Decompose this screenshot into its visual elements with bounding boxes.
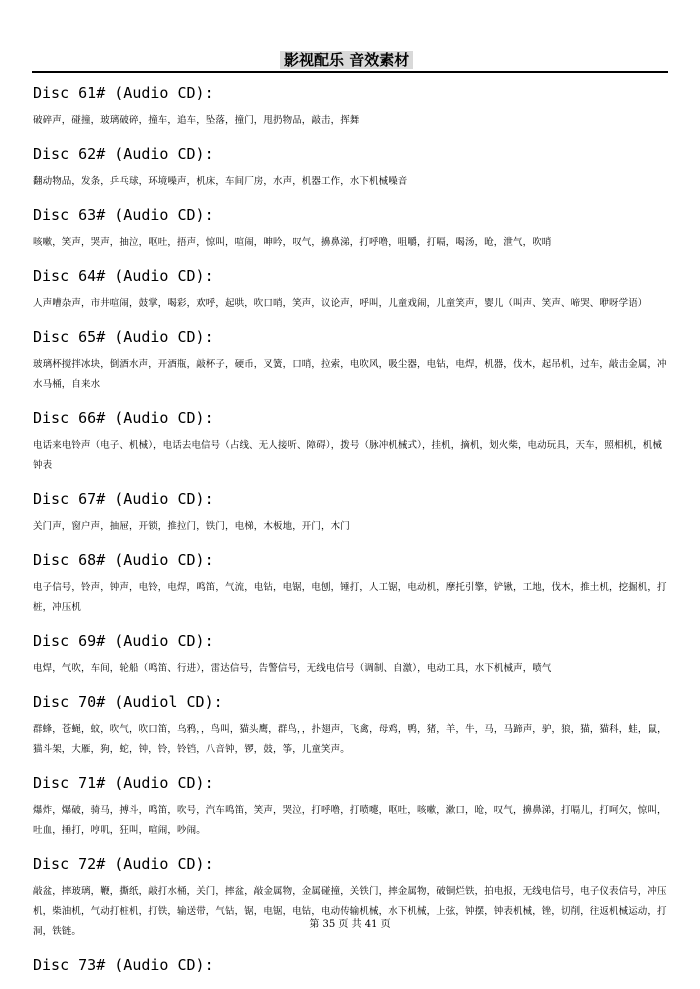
disc-entry-66	[33, 407, 669, 476]
disc-entry-73	[33, 954, 669, 976]
disc-entry-62	[33, 143, 669, 192]
disc-description: 翻动物品，发条，乒乓球，环境噪声，机床，车间厂房，水声，机器工作，水下机械噪音	[33, 176, 408, 187]
disc-description: 玻璃杯搅拌冰块，倒酒水声，开酒瓶，敲杯子，硬币，叉簧，口哨，拉索，电吹风，吸尘器，电钻，电焊，机器，伐木，起吊机，过车，敲击金属，冲水马桶，自来水	[33, 359, 667, 390]
disc-entry-70	[33, 691, 669, 760]
disc-description: 敲盆，摔玻璃，鞭，撕纸，敲打水桶，关门，摔盆，敲金属物，金属碰撞，关铁门，摔金属物，破铜烂铁，拍电报，无线电信号，电子仪表信号，冲压机，柴油机，气动打桩机，打铁，输送带，气钻，锯，电锯，电钻，电动传输机械，水下机械，上弦，钟摆，钟表机械，锉，切削，往返机械运动，打洞，铁链。	[33, 886, 667, 937]
disc-entry-68	[33, 549, 669, 618]
disc-title: Disc 61# (Audio CD):	[33, 84, 214, 102]
disc-title: Disc 69# (Audio CD):	[33, 632, 214, 650]
disc-description: 破碎声，碰撞，玻璃破碎，撞车，追车，坠落，撞门，甩扔物品，敲击，挥舞	[33, 115, 360, 126]
disc-entry-67	[33, 488, 669, 537]
disc-title: Disc 67# (Audio CD):	[33, 490, 214, 508]
disc-description: 电子信号，铃声，钟声，电铃，电焊，鸣笛，气流，电钻，电锯，电刨，锤打，人工锯，电动机，摩托引擎，铲锹，工地，伐木，推土机，挖掘机，打桩，冲压机	[33, 582, 667, 613]
page-footer: 第 35 页 共 41 页	[309, 919, 391, 930]
disc-entry-65	[33, 326, 669, 395]
disc-description: 咳嗽，笑声，哭声，抽泣，呕吐，捂声，惊叫，喧闹，呻吟，叹气，擤鼻涕，打呼噜，咀嚼，打嗝，喝汤，呛，泄气，吹哨	[33, 237, 552, 248]
header-title: 影视配乐 音效素材	[280, 51, 413, 69]
disc-title: Disc 64# (Audio CD):	[33, 267, 214, 285]
disc-title: Disc 63# (Audio CD):	[33, 206, 214, 224]
disc-title: Disc 72# (Audio CD):	[33, 855, 214, 873]
disc-title: Disc 73# (Audio CD):	[33, 956, 214, 974]
disc-entry-64	[33, 265, 669, 314]
disc-entry-61	[33, 82, 669, 131]
disc-description: 关门声，窗户声，抽屉，开锁，推拉门，铁门，电梯，木板地，开门，木门	[33, 521, 350, 532]
disc-description: 群蜂，苍蝇，蚊，吹气，吹口笛，乌鸦，，鸟叫，猫头鹰，群鸟，，扑翅声，飞禽，母鸡，鸭，猪，羊，牛，马，马蹄声，驴，狼，猫，猫科，蛙，鼠，猫斗架，大雁，狗，蛇，钟，铃，铃铛，八音钟，锣，鼓，筝，儿童笑声。	[33, 724, 667, 755]
disc-description: 人声嘈杂声，市井喧闹，鼓掌，喝彩，欢呼，起哄，吹口哨，笑声，议论声，呼叫，儿童戏闹，儿童笑声，婴儿（叫声、笑声、啼哭、咿呀学语）	[33, 298, 648, 309]
disc-title: Disc 71# (Audio CD):	[33, 774, 214, 792]
disc-description: 爆炸，爆破，骑马，搏斗，鸣笛，吹号，汽车鸣笛，笑声，哭泣，打呼噜，打喷嚏，呕吐，咳嗽，漱口，呛，叹气，擤鼻涕，打嗝儿，打呵欠，惊叫，吐血，捶打，哼叽，狂叫，喧闹，吵闹。	[33, 805, 667, 836]
disc-title: Disc 62# (Audio CD):	[33, 145, 214, 163]
disc-entry-69	[33, 630, 669, 679]
page-header	[32, 49, 668, 73]
disc-title: Disc 65# (Audio CD):	[33, 328, 214, 346]
disc-title: Disc 70# (Audiol CD):	[33, 693, 223, 711]
disc-entry-63	[33, 204, 669, 253]
disc-description: 电话来电铃声（电子、机械），电话去电信号（占线、无人接听、障碍），拨号（脉冲机械式），挂机，摘机，划火柴，电动玩具，天车，照相机，机械钟表	[33, 440, 662, 471]
disc-title: Disc 68# (Audio CD):	[33, 551, 214, 569]
disc-entry-71	[33, 772, 669, 841]
disc-list	[33, 79, 669, 983]
disc-description: 电焊，气吹，车间，轮船（鸣笛、行进），雷达信号，告警信号，无线电信号（调制、自激），电动工具，水下机械声，喷气	[33, 663, 552, 674]
disc-title: Disc 66# (Audio CD):	[33, 409, 214, 427]
